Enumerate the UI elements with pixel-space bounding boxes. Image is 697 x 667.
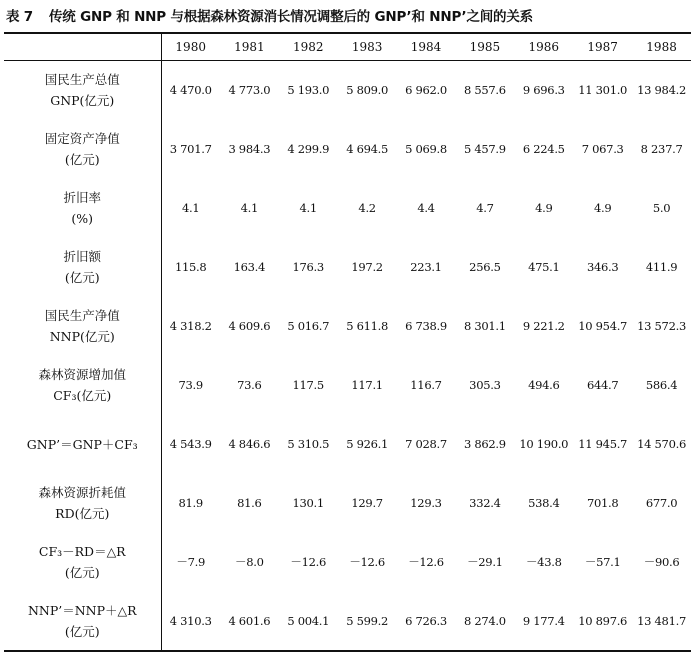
value-cell: 494.6 — [528, 378, 560, 392]
value-cell: 4 318.2 — [169, 319, 212, 333]
value-cell: 6 224.5 — [522, 142, 565, 156]
value-cell: －12.6 — [290, 555, 327, 569]
value-cell: 346.3 — [586, 260, 619, 274]
row-label-line: GNP(亿元) — [50, 93, 115, 109]
value-cell: 176.3 — [292, 260, 324, 274]
value-cell: 4.7 — [476, 201, 494, 215]
table-row — [4, 356, 691, 415]
table-body — [4, 61, 691, 651]
table-row — [4, 297, 691, 356]
row-label-line: 森林资源增加值 — [38, 367, 126, 382]
value-cell: 4 299.9 — [287, 142, 330, 156]
value-cell: 116.7 — [410, 378, 442, 392]
value-cell: 4 601.6 — [220, 592, 279, 651]
row-label-line: 森林资源折耗值 — [38, 485, 126, 500]
value-cell: －12.6 — [349, 555, 385, 569]
year-header: 1987 — [573, 33, 632, 61]
year-header: 1985 — [455, 33, 514, 61]
row-label — [4, 415, 161, 474]
value-cell: 5 004.1 — [279, 592, 338, 651]
row-label-line: 折旧率 — [63, 190, 101, 205]
value-cell: －57.1 — [584, 555, 621, 569]
value-cell: 4.1 — [240, 201, 259, 215]
header-row — [4, 33, 691, 61]
table-row — [4, 415, 691, 474]
value-cell: 197.2 — [351, 260, 383, 274]
gnp-nnp-table — [4, 32, 691, 652]
value-cell: 677.0 — [645, 496, 678, 510]
value-cell: 9 221.2 — [522, 319, 565, 333]
value-cell: 3 701.7 — [169, 142, 212, 156]
value-cell: 5 926.1 — [346, 437, 389, 451]
row-label — [4, 533, 161, 592]
corner-cell — [4, 33, 161, 61]
value-cell: 5 193.0 — [287, 83, 330, 98]
table-number: 表 7 — [6, 9, 33, 25]
value-cell: 4.1 — [182, 201, 200, 215]
year-header: 1984 — [397, 33, 456, 61]
table-title: 传统 GNP 和 NNP 与根据森林资源消长情况调整后的 GNP’和 NNP’之间的关系 — [49, 9, 533, 25]
value-cell: 3 984.3 — [228, 142, 271, 156]
value-cell: 8 237.7 — [640, 142, 683, 156]
row-label — [4, 179, 161, 238]
table-row — [4, 474, 691, 533]
table-row — [4, 592, 691, 651]
row-label-line: NNP’＝NNP＋△R — [27, 602, 137, 618]
row-label — [4, 297, 161, 356]
value-cell: 73.9 — [178, 378, 203, 392]
value-cell: 411.9 — [645, 260, 678, 274]
row-label — [4, 238, 161, 297]
value-cell: 163.4 — [233, 260, 266, 274]
value-cell: 4.4 — [417, 201, 435, 215]
value-cell: 81.9 — [178, 496, 203, 510]
value-cell: 5 611.8 — [346, 319, 389, 333]
row-label-line: 国民生产总值 — [44, 72, 120, 88]
value-cell: 4.9 — [535, 201, 553, 215]
value-cell: 6 962.0 — [405, 83, 447, 98]
year-header: 1980 — [161, 33, 220, 61]
value-cell: 6 726.3 — [397, 592, 456, 651]
table-row — [4, 120, 691, 179]
value-cell: 129.7 — [351, 496, 383, 510]
value-cell: 5.0 — [652, 201, 671, 215]
value-cell: 4 846.6 — [228, 437, 271, 451]
value-cell: 4 773.0 — [228, 83, 271, 98]
row-label — [4, 356, 161, 415]
value-cell: 8 274.0 — [455, 592, 514, 651]
value-cell: 14 570.6 — [637, 437, 686, 451]
value-cell: 115.8 — [174, 260, 207, 274]
year-header: 1981 — [220, 33, 279, 61]
row-label-line: (亿元) — [64, 270, 100, 285]
row-label-line: CF₃(亿元) — [53, 388, 112, 403]
value-cell: 4 470.0 — [169, 83, 212, 98]
table-row — [4, 238, 691, 297]
value-cell: 3 862.9 — [464, 437, 506, 451]
value-cell: 11 301.0 — [578, 83, 628, 98]
value-cell: 10 190.0 — [519, 437, 569, 451]
value-cell: 538.4 — [528, 496, 560, 510]
value-cell: 332.4 — [469, 496, 501, 510]
row-label-line: (%) — [71, 211, 94, 226]
value-cell: 4 543.9 — [169, 437, 212, 451]
row-label — [4, 474, 161, 533]
value-cell: 81.6 — [237, 496, 262, 510]
value-cell: －7.9 — [176, 555, 205, 569]
value-cell: 5 016.7 — [287, 319, 330, 333]
value-cell: 4 609.6 — [228, 319, 271, 333]
value-cell: 5 457.9 — [464, 142, 506, 156]
value-cell: 305.3 — [469, 378, 501, 392]
value-cell: 256.5 — [469, 260, 501, 274]
table-caption — [6, 4, 694, 26]
value-cell: 4.9 — [593, 201, 612, 215]
value-cell: 701.8 — [586, 496, 619, 510]
year-header: 1986 — [514, 33, 573, 61]
value-cell: 223.1 — [410, 260, 442, 274]
value-cell: 11 945.7 — [578, 437, 628, 451]
row-label-line: 折旧额 — [63, 249, 101, 264]
value-cell: 9 177.4 — [514, 592, 573, 651]
row-label — [4, 592, 161, 651]
row-label-line: 国民生产净值 — [44, 308, 120, 323]
value-cell: 73.6 — [237, 378, 262, 392]
value-cell: 130.1 — [292, 496, 324, 510]
value-cell: 10 897.6 — [573, 592, 632, 651]
value-cell: 7 067.3 — [581, 142, 624, 156]
value-cell: 6 738.9 — [405, 319, 447, 333]
value-cell: 4 310.3 — [161, 592, 220, 651]
value-cell: 129.3 — [410, 496, 442, 510]
value-cell: 10 954.7 — [578, 319, 628, 333]
row-label-line: (亿元) — [64, 623, 100, 639]
value-cell: －43.8 — [525, 555, 562, 569]
row-label-line: GNP’＝GNP＋CF₃ — [26, 436, 138, 452]
value-cell: 13 481.7 — [632, 592, 691, 651]
value-cell: 8 301.1 — [464, 319, 506, 333]
value-cell: －12.6 — [408, 555, 444, 569]
value-cell: 13 984.2 — [637, 83, 686, 98]
value-cell: 644.7 — [586, 378, 619, 392]
row-label-line: (亿元) — [64, 152, 100, 167]
row-label — [4, 61, 161, 120]
value-cell: 9 696.3 — [522, 83, 565, 98]
year-header: 1988 — [632, 33, 691, 61]
table-row — [4, 179, 691, 238]
value-cell: －90.6 — [643, 555, 680, 569]
value-cell: 5 809.0 — [346, 83, 389, 98]
table-row — [4, 61, 691, 120]
table-row — [4, 533, 691, 592]
row-label-line: CF₃－RD＝△R — [38, 544, 126, 559]
value-cell: 4 694.5 — [346, 142, 389, 156]
row-label-line: NNP(亿元) — [49, 329, 115, 344]
row-label-line: 固定资产净值 — [44, 131, 120, 146]
value-cell: 4.1 — [299, 201, 317, 215]
value-cell: 13 572.3 — [637, 319, 686, 333]
row-label-line: (亿元) — [64, 565, 100, 580]
value-cell: 117.5 — [292, 378, 324, 392]
value-cell: 5 599.2 — [338, 592, 397, 651]
row-label-line: RD(亿元) — [55, 506, 110, 521]
value-cell: 7 028.7 — [405, 437, 447, 451]
value-cell: 5 069.8 — [405, 142, 447, 156]
value-cell: 8 557.6 — [464, 83, 506, 98]
value-cell: 5 310.5 — [287, 437, 330, 451]
value-cell: 586.4 — [645, 378, 678, 392]
value-cell: 117.1 — [351, 378, 383, 392]
year-header: 1983 — [338, 33, 397, 61]
value-cell: 4.2 — [358, 201, 376, 215]
value-cell: －8.0 — [235, 555, 264, 569]
row-label — [4, 120, 161, 179]
value-cell: 475.1 — [528, 260, 560, 274]
value-cell: －29.1 — [467, 555, 503, 569]
year-header: 1982 — [279, 33, 338, 61]
